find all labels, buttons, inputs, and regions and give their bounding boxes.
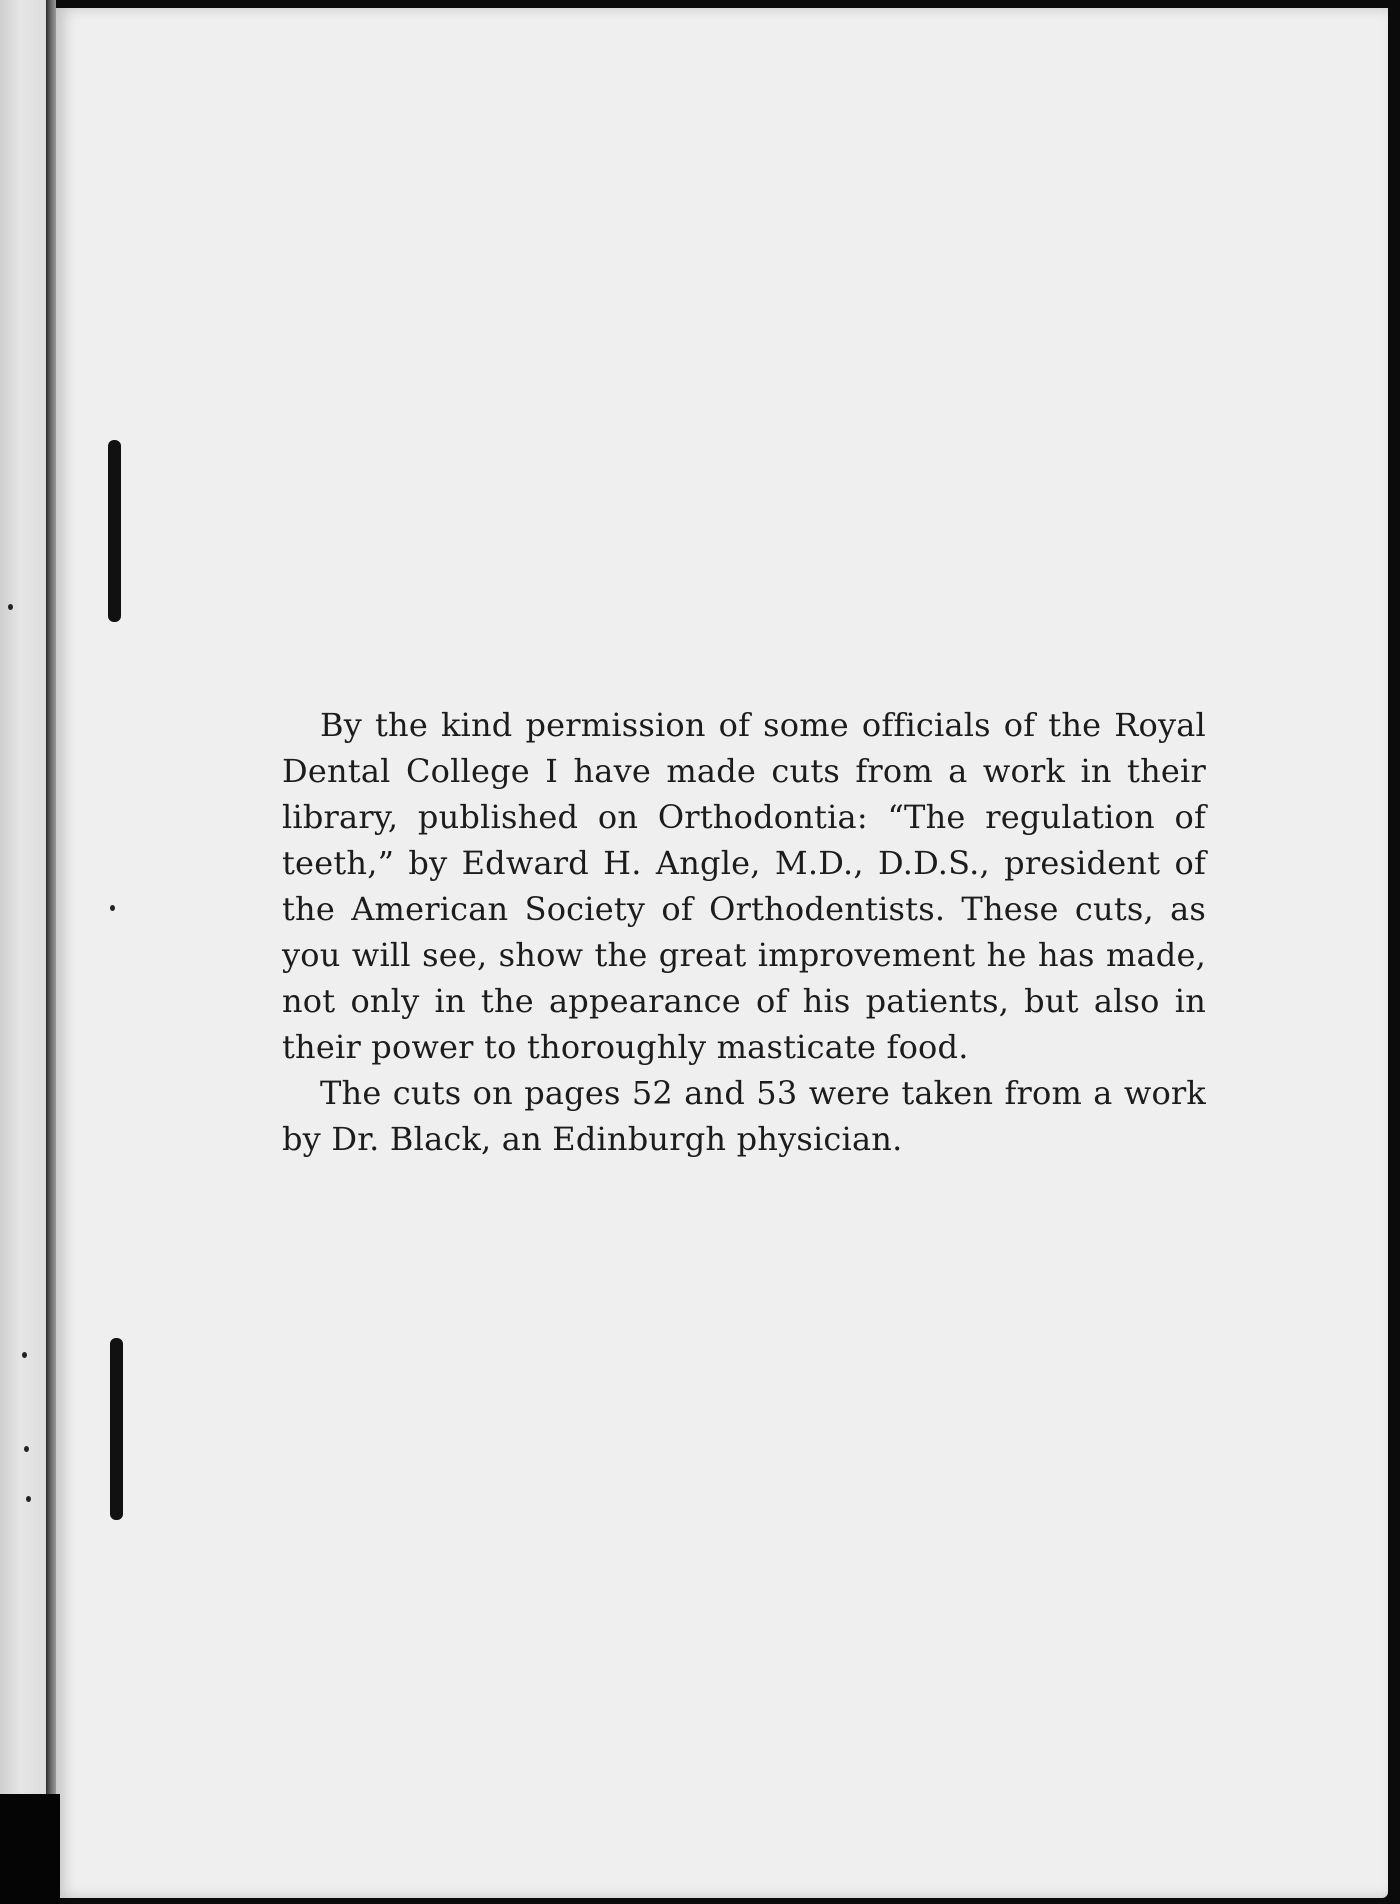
paragraph-permission: By the kind permission of some officials of the Royal Dental College I have made cuts from a work in their library, published on Orthodontia: “The regulation of teeth,” by Edward H. Angle, M.D., D.D.S., president of the American Society of Orthodentists. These cuts, as you will see, show the great improvement he has made, not only in the appearance of his patients, but also in their power to thoroughly masticate food. xyxy=(282,706,1206,1066)
paragraph-cuts-source: The cuts on pages 52 and 53 were taken from a work by Dr. Black, an Edinburgh physician. xyxy=(282,1074,1206,1158)
page-speck xyxy=(110,905,115,911)
adjacent-page-edge xyxy=(0,0,46,1904)
margin-speck xyxy=(22,1352,27,1358)
binding-gutter xyxy=(46,0,56,1904)
staple-bottom xyxy=(110,1338,123,1520)
bottom-corner-shadow xyxy=(0,1794,60,1904)
staple-top xyxy=(108,440,121,622)
page-body-text xyxy=(282,702,1206,1162)
margin-speck xyxy=(8,604,13,610)
margin-speck xyxy=(26,1496,31,1502)
margin-speck xyxy=(24,1446,29,1452)
